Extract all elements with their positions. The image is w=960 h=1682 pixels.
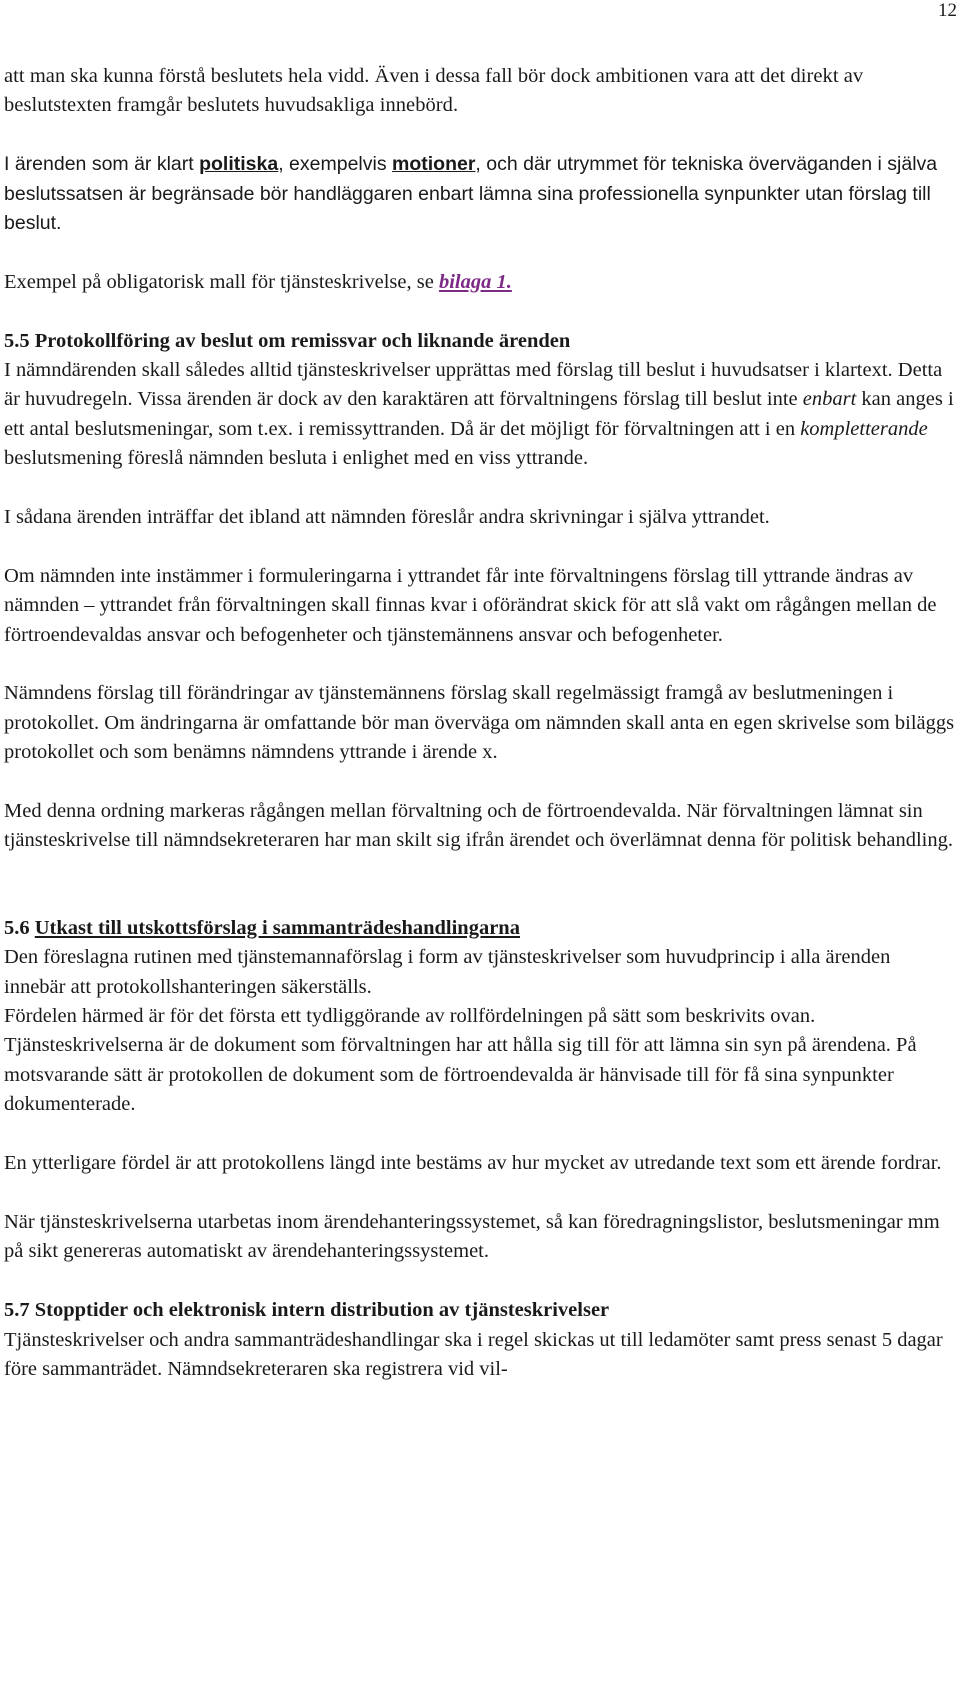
paragraph-politiska: I ärenden som är klart politiska, exempelvis motioner, och där utrymmet för tekniska överväganden i själva beslutssatsen är begränsade bör handläggaren enbart lämna sina professionella synpunkter utan förslag till beslut. bbox=[4, 153, 938, 235]
paragraph: Den föreslagna rutinen med tjänstemannaförslag i form av tjänsteskrivelser som huvudprincip i alla ärenden innebär att protokollshanteringen säkerställs. bbox=[4, 946, 891, 998]
paragraph-example: Exempel på obligatorisk mall för tjänsteskrivelse, se bilaga 1. bbox=[4, 270, 512, 293]
paragraph: När tjänsteskrivelserna utarbetas inom ärendehanteringssystemet, så kan föredragningslistor, beslutsmeningar mm på sikt genereras automatiskt av ärendehanteringssystemet. bbox=[4, 1210, 940, 1263]
section-title-underlined: Utkast till utskottsförslag i sammanträdeshandlingarna bbox=[34, 916, 520, 939]
section-heading-5-5: 5.5 Protokollföring av beslut om remissvar och liknande ärenden bbox=[4, 329, 571, 352]
section-heading-5-7: 5.7 Stopptider och elektronisk intern distribution av tjänsteskrivelser bbox=[4, 1299, 610, 1322]
paragraph: En ytterligare fördel är att protokollens längd inte bestäms av hur mycket av utredande text som ett ärende fordrar. bbox=[4, 1152, 942, 1175]
bilaga-1-link[interactable]: bilaga 1. bbox=[438, 270, 512, 293]
document-body bbox=[4, 62, 956, 1384]
paragraph: att man ska kunna förstå beslutets hela vidd. Även i dessa fall bör dock ambitionen vara att det direkt av beslutstexten framgår beslutets huvudsakliga innebörd. bbox=[4, 65, 864, 117]
paragraph: Nämndens förslag till förändringar av tjänstemännens förslag skall regelmässigt framgå av beslutmeningen i protokollet. Om ändringarna är omfattande bör man överväga om nämnden skall anta en egen skrivelse som biläggs protokollet och som benämns nämndens yttrande i ärende x. bbox=[4, 682, 955, 764]
paragraph: Fördelen härmed är för det första ett tydliggörande av rollfördelningen på sätt som beskrivits ovan. Tjänsteskrivelserna är de dokument som förvaltningen har att hålla sig till för att lämna sin syn på ärendena. På motsvarande sätt är protokollen de dokument som de förtroendevalda är hänvisade till för få sina synpunkter dokumenterade. bbox=[4, 1005, 917, 1116]
motioner-term: motioner bbox=[392, 153, 476, 176]
paragraph: Om nämnden inte instämmer i formuleringarna i yttrandet får inte förvaltningens förslag till yttrande ändras av nämnden – yttrandet från förvaltningen skall finnas kvar i oförändrat skick för att slå vakt om rågången mellan de förtroendevaldas ansvar och befogenheter och tjänstemännens ansvar och befogenheter. bbox=[4, 564, 937, 646]
paragraph: I nämndärenden skall således alltid tjänsteskrivelser upprättas med förslag till beslut i huvudsatser i klartext. Detta är huvudregeln. Vissa ärenden är dock av den karaktären att förvaltningens förslag till beslut inte enbart kan anges i ett antal beslutsmeningar, som t.ex. i remissyttranden. Då är det möjligt för förvaltningen att i en kompletterande beslutsmening föreslå nämnden besluta i enlighet med en viss yttrande. bbox=[4, 359, 954, 470]
paragraph: Med denna ordning markeras rågången mellan förvaltning och de förtroendevalda. När förvaltningen lämnat sin tjänsteskrivelse till nämndsekreteraren har man skilt sig ifrån ärendet och överlämnat denna för politisk behandling. bbox=[4, 800, 953, 852]
paragraph: Tjänsteskrivelser och andra sammanträdeshandlingar ska i regel skickas ut till ledamöter samt press senast 5 dagar före sammanträdet. Nämndsekreteraren ska registrera vid vil- bbox=[4, 1328, 943, 1380]
page-number: 12 bbox=[938, 0, 957, 21]
section-heading-5-6: 5.6 Utkast till utskottsförslag i sammanträdeshandlingarna bbox=[4, 916, 520, 939]
paragraph: I sådana ärenden inträffar det ibland att nämnden föreslår andra skrivningar i själva yttrandet. bbox=[4, 506, 770, 529]
politiska-term: politiska bbox=[199, 153, 279, 176]
